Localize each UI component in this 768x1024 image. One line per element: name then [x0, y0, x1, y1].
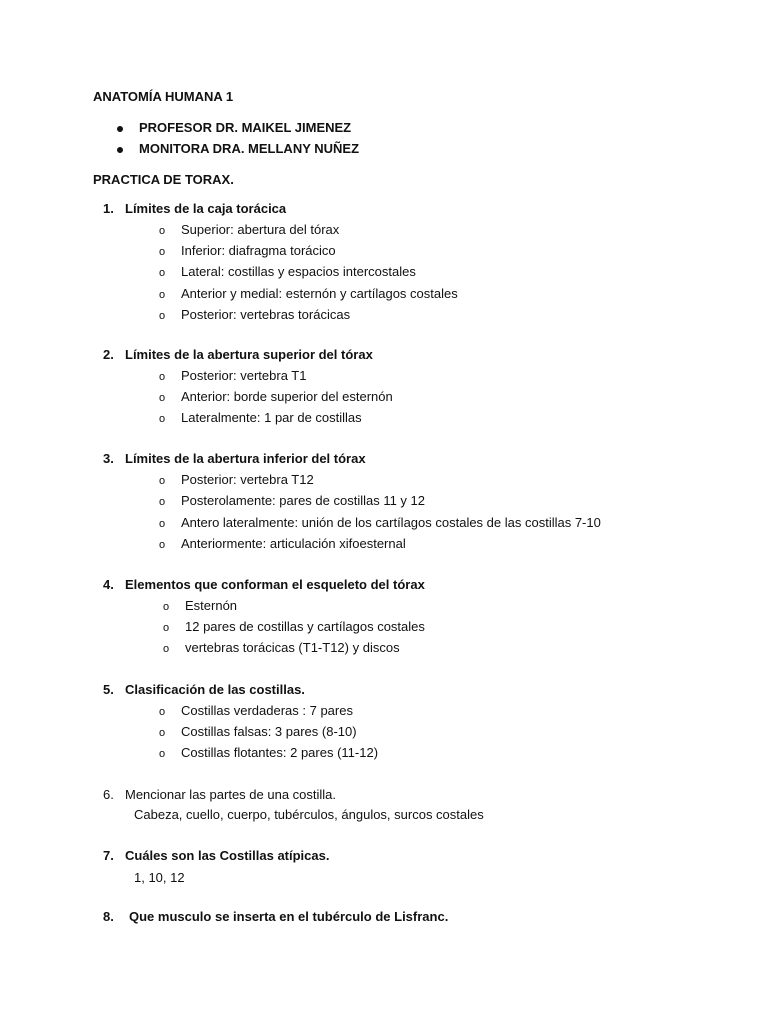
list-item: Posterolamente: pares de costillas 11 y 12 — [181, 493, 426, 508]
question-text: Límites de la caja torácica — [125, 201, 287, 216]
document-title: ANATOMÍA HUMANA 1 — [93, 89, 234, 104]
circle-bullet-icon: o — [159, 706, 166, 718]
list-item: Inferior: diafragma torácico — [181, 243, 336, 258]
list-item: vertebras torácicas (T1-T12) y discos — [185, 640, 400, 655]
question-number: 5. — [103, 682, 114, 697]
circle-bullet-icon: o — [163, 601, 170, 613]
list-item: Superior: abertura del tórax — [181, 222, 340, 237]
question-text: Límites de la abertura inferior del tórax — [125, 451, 366, 466]
circle-bullet-icon: o — [159, 748, 166, 760]
staff-professor: PROFESOR DR. MAIKEL JIMENEZ — [139, 120, 352, 135]
staff-monitor: MONITORA DRA. MELLANY NUÑEZ — [139, 141, 360, 156]
circle-bullet-icon: o — [159, 267, 166, 279]
circle-bullet-icon: o — [159, 225, 166, 237]
question-number: 8. — [103, 909, 114, 924]
question-number: 4. — [103, 577, 114, 592]
circle-bullet-icon: o — [159, 496, 166, 508]
circle-bullet-icon: o — [159, 539, 166, 551]
list-item: Esternón — [185, 598, 238, 613]
list-item: Anterior: borde superior del esternón — [181, 389, 393, 404]
list-item: Antero lateralmente: unión de los cartílagos costales de las costillas 7-10 — [181, 515, 601, 530]
question-text: Clasificación de las costillas. — [125, 682, 305, 697]
circle-bullet-icon: o — [159, 371, 166, 383]
circle-bullet-icon: o — [159, 392, 166, 404]
practice-title: PRACTICA DE TORAX. — [93, 172, 234, 187]
question-number: 2. — [103, 347, 114, 362]
bullet-icon — [117, 147, 123, 153]
list-item: Costillas verdaderas : 7 pares — [181, 703, 353, 718]
bullet-icon — [117, 126, 123, 132]
list-item: Anterior y medial: esternón y cartílagos costales — [181, 286, 458, 301]
list-item: Posterior: vertebra T12 — [181, 472, 314, 487]
list-item: Lateral: costillas y espacios intercostales — [181, 264, 416, 279]
answer-text: 1, 10, 12 — [134, 870, 185, 885]
list-item: Costillas falsas: 3 pares (8-10) — [181, 724, 357, 739]
circle-bullet-icon: o — [159, 246, 166, 258]
question-number: 6. — [103, 787, 114, 802]
list-item: 12 pares de costillas y cartílagos costales — [185, 619, 425, 634]
question-number: 1. — [103, 201, 114, 216]
circle-bullet-icon: o — [159, 727, 166, 739]
circle-bullet-icon: o — [159, 518, 166, 530]
list-item: Anteriormente: articulación xifoesternal — [181, 536, 406, 551]
question-text: Mencionar las partes de una costilla. — [125, 787, 337, 802]
circle-bullet-icon: o — [159, 475, 166, 487]
list-item: Posterior: vertebras torácicas — [181, 307, 351, 322]
circle-bullet-icon: o — [159, 413, 166, 425]
question-text: Cuáles son las Costillas atípicas. — [125, 848, 330, 863]
question-text: Elementos que conforman el esqueleto del tórax — [125, 577, 425, 592]
list-item: Lateralmente: 1 par de costillas — [181, 410, 362, 425]
question-text: Límites de la abertura superior del tórax — [125, 347, 373, 362]
question-number: 7. — [103, 848, 114, 863]
question-number: 3. — [103, 451, 114, 466]
circle-bullet-icon: o — [163, 622, 170, 634]
circle-bullet-icon: o — [159, 310, 166, 322]
list-item: Costillas flotantes: 2 pares (11-12) — [181, 745, 379, 760]
answer-text: Cabeza, cuello, cuerpo, tubérculos, ángulos, surcos costales — [134, 807, 484, 822]
question-text: Que musculo se inserta en el tubérculo de Lisfranc. — [129, 909, 449, 924]
circle-bullet-icon: o — [163, 643, 170, 655]
list-item: Posterior: vertebra T1 — [181, 368, 307, 383]
circle-bullet-icon: o — [159, 289, 166, 301]
